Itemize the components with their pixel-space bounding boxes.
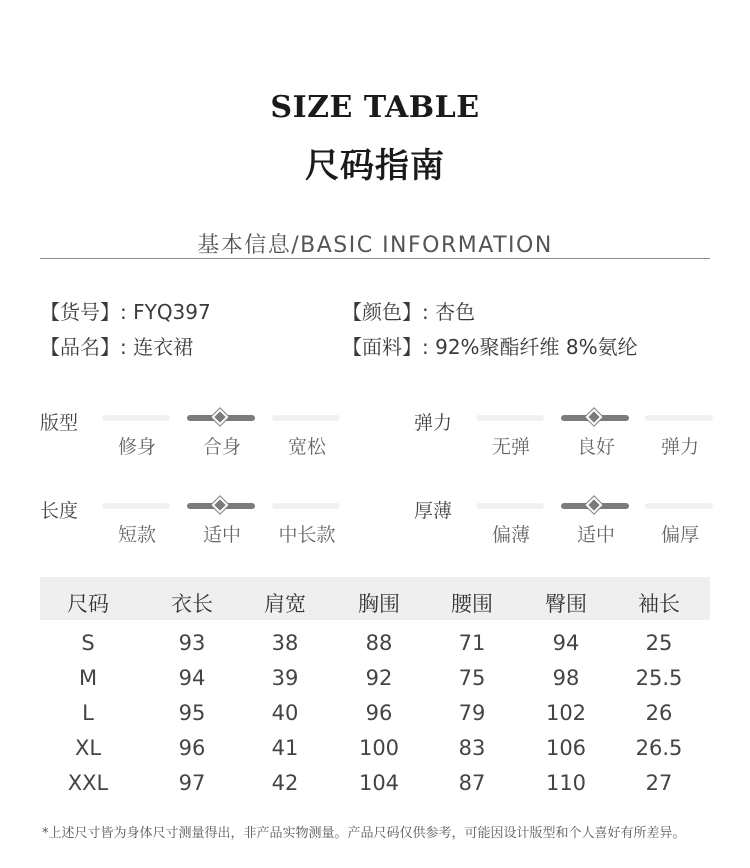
fit-option-thickness-1: 适中	[576, 524, 615, 546]
table-header-cell: 臀围	[545, 592, 587, 616]
table-row-size: XL	[74, 736, 102, 760]
table-cell: 110	[545, 771, 587, 795]
fit-option-length-1: 适中	[202, 524, 241, 546]
fit-option-elasticity-1: 良好	[576, 436, 615, 458]
table-cell: 100	[358, 736, 400, 760]
table-cell: 27	[645, 771, 673, 795]
fit-bar-thickness-2	[645, 503, 713, 509]
basic-info-heading: 基本信息/BASIC INFORMATION	[197, 233, 553, 258]
table-cell: 106	[545, 736, 587, 760]
table-header-cell: 衣长	[171, 592, 213, 616]
table-cell: 71	[458, 631, 486, 655]
product-name: 【品名】: 连衣裙	[40, 335, 194, 359]
table-cell: 25	[645, 631, 673, 655]
color-info: 【颜色】: 杏色	[342, 300, 476, 324]
fit-bar-fit_type-2	[272, 415, 340, 421]
table-cell: 75	[458, 666, 486, 690]
fit-bar-elasticity-2	[645, 415, 713, 421]
table-header-cell: 尺码	[67, 592, 109, 616]
table-cell: 79	[458, 701, 486, 725]
table-cell: 97	[178, 771, 206, 795]
footnote: *上述尺寸皆为身体尺寸测量得出，非产品实物测量。产品尺码仅供参考，可能因设计版型和个人喜好有所差异。	[42, 826, 686, 841]
table-header-cell: 腰围	[451, 592, 493, 616]
table-cell: 26.5	[635, 736, 683, 760]
table-cell: 25.5	[635, 666, 683, 690]
fit-option-thickness-0: 偏薄	[491, 524, 530, 546]
table-cell: 95	[178, 701, 206, 725]
fit-bar-fit_type-0	[102, 415, 170, 421]
table-cell: 96	[365, 701, 393, 725]
table-cell: 83	[458, 736, 486, 760]
fit-bar-elasticity-0	[476, 415, 544, 421]
fit-bar-length-2	[272, 503, 340, 509]
table-row-size: L	[82, 701, 94, 725]
fit-label-elasticity: 弹力	[414, 412, 453, 434]
table-cell: 96	[178, 736, 206, 760]
fit-bar-thickness-0	[476, 503, 544, 509]
fit-label-length: 长度	[40, 500, 79, 522]
table-cell: 42	[271, 771, 299, 795]
fit-bar-length-0	[102, 503, 170, 509]
table-cell: 93	[178, 631, 206, 655]
fit-option-elasticity-2: 弹力	[660, 436, 699, 458]
fit-marker-icon	[586, 409, 603, 426]
fabric-info: 【面料】: 92%聚酯纤维 8%氨纶	[342, 335, 638, 359]
fit-bar-thickness-1	[561, 503, 629, 509]
table-cell: 94	[178, 666, 206, 690]
table-row-size: XXL	[67, 771, 109, 795]
fit-bar-length-1	[187, 503, 255, 509]
title-chinese: 尺码指南	[305, 146, 445, 186]
table-header-cell: 肩宽	[264, 592, 306, 616]
fit-label-thickness: 厚薄	[414, 500, 453, 522]
table-cell: 41	[271, 736, 299, 760]
fit-option-length-0: 短款	[117, 524, 156, 546]
table-cell: 92	[365, 666, 393, 690]
fit-marker-icon	[212, 497, 229, 514]
table-header-cell: 袖长	[638, 592, 680, 616]
fit-option-fit_type-1: 合身	[202, 436, 241, 458]
fit-option-elasticity-0: 无弹	[491, 436, 530, 458]
table-cell: 94	[552, 631, 580, 655]
table-cell: 40	[271, 701, 299, 725]
fit-option-fit_type-2: 宽松	[287, 436, 326, 458]
fit-marker-icon	[212, 409, 229, 426]
table-cell: 102	[545, 701, 587, 725]
table-row-size: S	[81, 631, 95, 655]
title-english: SIZE TABLE	[270, 90, 480, 125]
table-cell: 104	[358, 771, 400, 795]
table-cell: 39	[271, 666, 299, 690]
item-number: 【货号】: FYQ397	[40, 300, 211, 324]
table-cell: 87	[458, 771, 486, 795]
fit-option-length-2: 中长款	[278, 524, 336, 546]
table-row-size: M	[78, 666, 98, 690]
fit-bar-fit_type-1	[187, 415, 255, 421]
table-header-cell: 胸围	[358, 592, 400, 616]
fit-bar-elasticity-1	[561, 415, 629, 421]
fit-label-fit_type: 版型	[40, 412, 79, 434]
section-divider	[40, 258, 710, 259]
fit-option-fit_type-0: 修身	[117, 436, 156, 458]
table-cell: 38	[271, 631, 299, 655]
table-cell: 88	[365, 631, 393, 655]
table-cell: 98	[552, 666, 580, 690]
fit-marker-icon	[586, 497, 603, 514]
fit-option-thickness-2: 偏厚	[660, 524, 699, 546]
table-cell: 26	[645, 701, 673, 725]
